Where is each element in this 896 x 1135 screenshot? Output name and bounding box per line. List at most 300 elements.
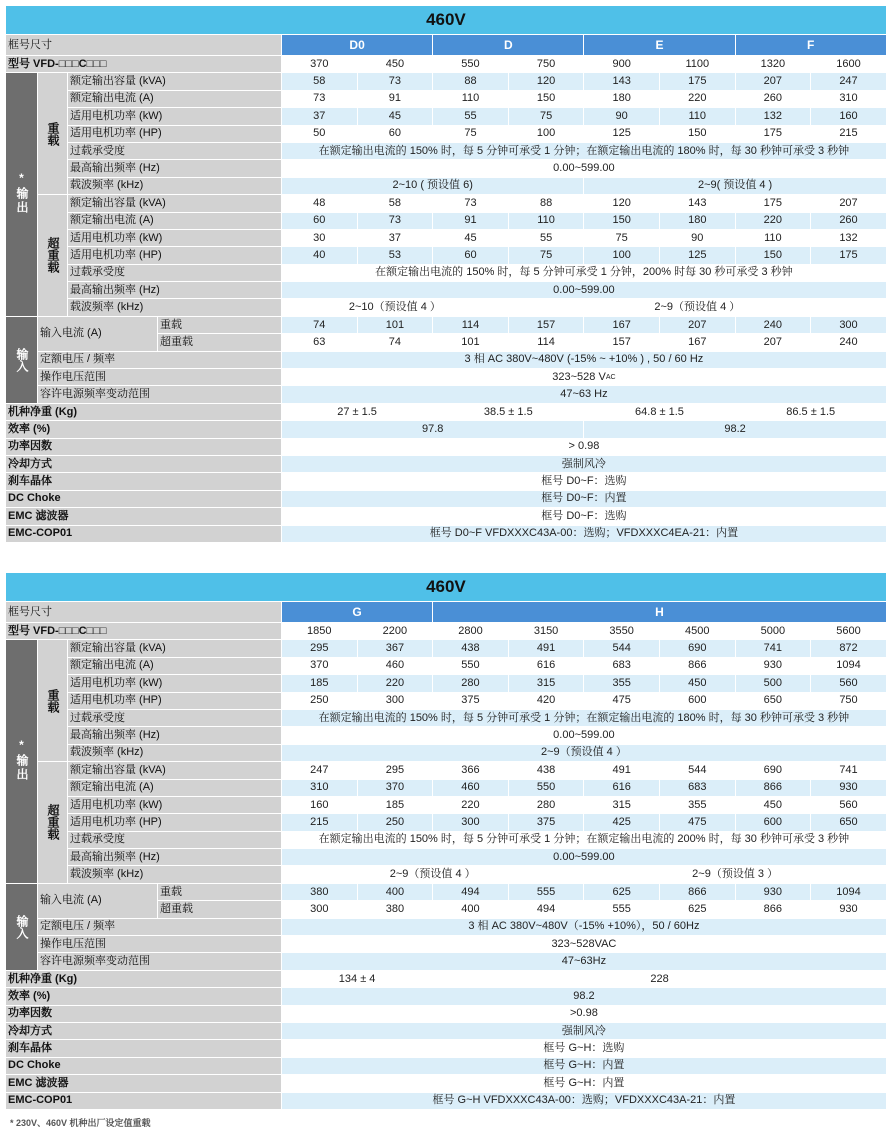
input-spec-text: 47~63Hz	[561, 955, 607, 968]
spec-value: 683	[659, 779, 735, 796]
spec-label: 额定输出电流 (A)	[68, 90, 282, 107]
spec-value: 91	[357, 90, 433, 107]
spec-value: 550	[508, 779, 584, 796]
spec-value: 475	[659, 814, 735, 831]
misc-label: DC Choke	[6, 1057, 282, 1074]
spec-value: 150	[584, 212, 660, 229]
spec-value: 2~10 ( 预设值 6)	[282, 177, 584, 194]
misc-value: > 0.98	[282, 438, 887, 455]
spec-value: 150	[735, 247, 811, 264]
model-value: 550	[433, 56, 509, 73]
spec-value: 450	[659, 675, 735, 692]
input-heavy-value: 101	[357, 316, 433, 333]
spec-value: 30	[282, 229, 358, 246]
input-spec-text: 3 相 AC 380V~480V (-15% ~ +10% ) , 50 / 60 Hz	[464, 353, 704, 366]
frame-header: E	[584, 35, 735, 56]
misc-value: 框号 D0~F：选购	[282, 508, 887, 525]
weight-value: 228	[433, 970, 887, 987]
model-value: 2800	[433, 623, 509, 640]
spec-value: 650	[735, 692, 811, 709]
footnote: * 230V、460V 机种出厂设定值重载	[10, 1118, 151, 1128]
spec-value: 150	[508, 90, 584, 107]
spec-value: 0.00~599.00	[282, 727, 887, 744]
spec-label: 载波频率 (kHz)	[68, 866, 282, 883]
spec-value: 110	[433, 90, 509, 107]
weight-value: 64.8 ± 1.5	[584, 403, 735, 420]
spec-value: 73	[357, 73, 433, 90]
spec-value: 370	[357, 779, 433, 796]
spec-value: 367	[357, 640, 433, 657]
input-super-value: 866	[735, 901, 811, 918]
spec-value: 88	[433, 73, 509, 90]
spec-value: 50	[282, 125, 358, 142]
spec-value: 45	[357, 108, 433, 125]
spec-label: 最高输出频率 (Hz)	[68, 727, 282, 744]
spec-value: 91	[433, 212, 509, 229]
spec-value: 120	[584, 195, 660, 212]
input-super-value: 207	[735, 334, 811, 351]
spec-value: 420	[508, 692, 584, 709]
model-value: 5600	[811, 623, 887, 640]
input-heavy-value: 380	[282, 883, 358, 900]
spec-value: 55	[433, 108, 509, 125]
input-super-value: 300	[282, 901, 358, 918]
spec-value: 60	[433, 247, 509, 264]
spec-label: 额定输出电流 (A)	[68, 212, 282, 229]
spec-value: 260	[735, 90, 811, 107]
spec-label: 额定输出电流 (A)	[68, 779, 282, 796]
efficiency-value: 98.2	[282, 988, 887, 1005]
spec-value: 88	[508, 195, 584, 212]
input-spec-value	[282, 953, 887, 970]
spec-value: 175	[735, 195, 811, 212]
misc-label: EMC 滤波器	[6, 508, 282, 525]
input-spec-value	[282, 369, 887, 386]
spec-label: 额定输出容量 (kVA)	[68, 73, 282, 90]
misc-label: 刹车晶体	[6, 1040, 282, 1057]
input-spec-text: 323~528VAC	[551, 937, 617, 950]
spec-label: 适用电机功率 (kW)	[68, 796, 282, 813]
spec-value: 247	[282, 762, 358, 779]
spec-value: 750	[811, 692, 887, 709]
spec-value: 450	[735, 796, 811, 813]
weight-value: 27 ± 1.5	[282, 403, 433, 420]
input-heavy-value: 74	[282, 316, 358, 333]
frame-size-label: 框号尺寸	[6, 602, 282, 623]
spec-value: 143	[584, 73, 660, 90]
super_heavy-group-label: 超重载	[38, 762, 68, 884]
spec-value: 247	[811, 73, 887, 90]
table-title: 460V	[6, 573, 887, 602]
spec-value: 544	[584, 640, 660, 657]
spec-value: 544	[659, 762, 735, 779]
input-spec-value	[282, 918, 887, 935]
spec-value: 220	[357, 675, 433, 692]
spec-value: 75	[433, 125, 509, 142]
spec-value: 100	[584, 247, 660, 264]
misc-label: 功率因数	[6, 1005, 282, 1022]
input-heavy-value: 625	[584, 883, 660, 900]
spec-value: 37	[282, 108, 358, 125]
misc-value: 强制风冷	[282, 455, 887, 472]
input-heavy-label: 重载	[158, 883, 282, 900]
output-section-label	[6, 73, 38, 316]
input-spec-text: 47~63 Hz	[560, 388, 608, 401]
misc-label: EMC-COP01	[6, 525, 282, 542]
spec-value: 75	[508, 247, 584, 264]
spec-value: 741	[811, 762, 887, 779]
model-value: 370	[282, 56, 358, 73]
spec-value: 0.00~599.00	[282, 282, 887, 299]
spec-value: 690	[659, 640, 735, 657]
spec-value: 110	[659, 108, 735, 125]
misc-value: 框号 G~H：选购	[282, 1040, 887, 1057]
input-heavy-value: 555	[508, 883, 584, 900]
spec-value: 366	[433, 762, 509, 779]
spec-label: 载波频率 (kHz)	[68, 744, 282, 761]
spec-label: 最高输出频率 (Hz)	[68, 849, 282, 866]
spec-value: 438	[508, 762, 584, 779]
spec-value: 55	[508, 229, 584, 246]
spec-value: 280	[433, 675, 509, 692]
input-super-value: 400	[433, 901, 509, 918]
input-super-label: 超重载	[158, 901, 282, 918]
table-title: 460V	[6, 6, 887, 35]
spec-value: 125	[659, 247, 735, 264]
spec-value: 110	[735, 229, 811, 246]
model-value: 1100	[659, 56, 735, 73]
input-current-label: 输入电流 (A)	[38, 883, 158, 918]
input-spec-label: 容许电源频率变动范围	[38, 953, 282, 970]
spec-value: 741	[735, 640, 811, 657]
spec-label: 过载承受度	[68, 831, 282, 848]
spec-value: 2~9（预设值 4 ）	[508, 299, 886, 316]
spec-label: 载波频率 (kHz)	[68, 177, 282, 194]
spec-value: 500	[735, 675, 811, 692]
frame-header: D	[433, 35, 584, 56]
spec-value: 930	[811, 779, 887, 796]
spec-value: 0.00~599.00	[282, 160, 887, 177]
spec-label: 适用电机功率 (HP)	[68, 814, 282, 831]
output-section-label	[6, 640, 38, 883]
spec-value: 616	[508, 657, 584, 674]
input-heavy-value: 494	[433, 883, 509, 900]
spec-value: 866	[735, 779, 811, 796]
spec-value: 560	[811, 796, 887, 813]
input-section-label: 输入	[6, 316, 38, 403]
spec-value: 73	[433, 195, 509, 212]
spec-value: 180	[659, 212, 735, 229]
misc-label: EMC-COP01	[6, 1092, 282, 1109]
spec-value: 160	[282, 796, 358, 813]
spec-value: 58	[282, 73, 358, 90]
input-spec-label: 定额电压 / 频率	[38, 918, 282, 935]
misc-value: 框号 G~H VFDXXXC43A-00：选购；VFDXXXC43A-21：内置	[282, 1092, 887, 1109]
spec-value: 207	[735, 73, 811, 90]
input-super-value: 380	[357, 901, 433, 918]
spec-value: 250	[282, 692, 358, 709]
weight-value: 86.5 ± 1.5	[735, 403, 886, 420]
spec-value: 310	[282, 779, 358, 796]
frame-header: H	[433, 602, 887, 623]
model-value: 3150	[508, 623, 584, 640]
input-heavy-value: 400	[357, 883, 433, 900]
spec-value: 45	[433, 229, 509, 246]
spec-value: 260	[811, 212, 887, 229]
input-spec-value	[282, 351, 887, 368]
spec-value: 425	[584, 814, 660, 831]
spec-value: 491	[584, 762, 660, 779]
input-heavy-label: 重载	[158, 316, 282, 333]
output-label: 输出	[15, 753, 29, 782]
spec-value: 160	[811, 108, 887, 125]
spec-value: 150	[659, 125, 735, 142]
spec-label: 额定输出容量 (kVA)	[68, 640, 282, 657]
spec-value: 616	[584, 779, 660, 796]
input-super-value: 240	[811, 334, 887, 351]
spec-value: 375	[508, 814, 584, 831]
misc-value: 强制风冷	[282, 1022, 887, 1039]
spec-value: 175	[735, 125, 811, 142]
spec-value: 310	[811, 90, 887, 107]
model-label: 型号 VFD-□□□C□□□	[6, 56, 282, 73]
spec-value: 75	[508, 108, 584, 125]
input-super-value: 167	[659, 334, 735, 351]
input-heavy-value: 1094	[811, 883, 887, 900]
spec-value: 175	[811, 247, 887, 264]
model-value: 900	[584, 56, 660, 73]
spec-label: 最高输出频率 (Hz)	[68, 160, 282, 177]
spec-label: 适用电机功率 (kW)	[68, 675, 282, 692]
output-label: 输出	[15, 186, 29, 215]
model-value: 450	[357, 56, 433, 73]
input-heavy-value: 300	[811, 316, 887, 333]
input-super-value: 625	[659, 901, 735, 918]
spec-value: 90	[659, 229, 735, 246]
input-section-label: 输入	[6, 883, 38, 970]
spec-value: 2~9（预设值 4 ）	[282, 744, 887, 761]
spec-value: 280	[508, 796, 584, 813]
spec-value: 1094	[811, 657, 887, 674]
input-spec-label: 容许电源频率变动范围	[38, 386, 282, 403]
spec-value: 370	[282, 657, 358, 674]
input-spec-label: 操作电压范围	[38, 369, 282, 386]
spec-value: 在额定输出电流的 150% 时，每 5 分钟可承受 1 分钟；在额定输出电流的 180% 时，每 30 秒钟可承受 3 秒钟	[282, 142, 887, 159]
spec-value: 75	[584, 229, 660, 246]
spec-value: 0.00~599.00	[282, 849, 887, 866]
weight-label: 机种净重 (Kg)	[6, 970, 282, 987]
spec-value: 650	[811, 814, 887, 831]
spec-value: 220	[433, 796, 509, 813]
spec-value: 866	[659, 657, 735, 674]
spec-value: 683	[584, 657, 660, 674]
spec-label: 适用电机功率 (kW)	[68, 108, 282, 125]
spec-value: 132	[811, 229, 887, 246]
input-heavy-value: 114	[433, 316, 509, 333]
spec-value: 250	[357, 814, 433, 831]
spec-value: 460	[433, 779, 509, 796]
weight-label: 机种净重 (Kg)	[6, 403, 282, 420]
spec-value: 475	[584, 692, 660, 709]
input-spec-label: 定额电压 / 频率	[38, 351, 282, 368]
input-super-label: 超重载	[158, 334, 282, 351]
model-value: 2200	[357, 623, 433, 640]
spec-value: 175	[659, 73, 735, 90]
spec-table-2	[5, 572, 887, 1110]
misc-label: 刹车晶体	[6, 473, 282, 490]
spec-value: 215	[282, 814, 358, 831]
spec-value: 460	[357, 657, 433, 674]
spec-label: 额定输出电流 (A)	[68, 657, 282, 674]
spec-label: 额定输出容量 (kVA)	[68, 762, 282, 779]
spec-value: 300	[433, 814, 509, 831]
spec-value: 60	[357, 125, 433, 142]
spec-value: 132	[735, 108, 811, 125]
heavy-group-label: 重载	[38, 73, 68, 195]
input-heavy-value: 930	[735, 883, 811, 900]
spec-label: 额定输出容量 (kVA)	[68, 195, 282, 212]
model-value: 3550	[584, 623, 660, 640]
spec-label: 适用电机功率 (kW)	[68, 229, 282, 246]
spec-value: 560	[811, 675, 887, 692]
spec-value: 143	[659, 195, 735, 212]
input-heavy-value: 240	[735, 316, 811, 333]
frame-header: F	[735, 35, 886, 56]
spec-value: 600	[659, 692, 735, 709]
input-super-value: 157	[584, 334, 660, 351]
spec-value: 37	[357, 229, 433, 246]
super_heavy-group-label: 超重载	[38, 195, 68, 317]
input-super-value: 63	[282, 334, 358, 351]
spec-value: 2~9（预设值 3 ）	[584, 866, 886, 883]
spec-value: 73	[357, 212, 433, 229]
spec-value: 300	[357, 692, 433, 709]
input-spec-label: 操作电压范围	[38, 936, 282, 953]
spec-value: 125	[584, 125, 660, 142]
spec-value: 220	[659, 90, 735, 107]
model-label: 型号 VFD-□□□C□□□	[6, 623, 282, 640]
input-super-value: 494	[508, 901, 584, 918]
spec-value: 295	[282, 640, 358, 657]
model-value: 5000	[735, 623, 811, 640]
spec-label: 适用电机功率 (HP)	[68, 692, 282, 709]
spec-value: 690	[735, 762, 811, 779]
spec-value: 2~9（预设值 4 ）	[282, 866, 584, 883]
input-spec-value	[282, 936, 887, 953]
weight-value: 134 ± 4	[282, 970, 433, 987]
misc-value: 框号 D0~F：内置	[282, 490, 887, 507]
spec-value: 2~9( 预设值 4 )	[584, 177, 886, 194]
spec-value: 180	[584, 90, 660, 107]
misc-value: 框号 D0~F：选购	[282, 473, 887, 490]
misc-label: 功率因数	[6, 438, 282, 455]
spec-value: 872	[811, 640, 887, 657]
model-value: 1850	[282, 623, 358, 640]
input-spec-value	[282, 386, 887, 403]
input-super-value: 74	[357, 334, 433, 351]
misc-value: 框号 G~H：内置	[282, 1075, 887, 1092]
efficiency-label: 效率 (%)	[6, 988, 282, 1005]
input-current-label: 输入电流 (A)	[38, 316, 158, 351]
misc-label: 冷却方式	[6, 455, 282, 472]
spec-value: 315	[508, 675, 584, 692]
input-heavy-value: 207	[659, 316, 735, 333]
input-spec-text: 3 相 AC 380V~480V（-15% +10%），50 / 60Hz	[468, 920, 700, 933]
spec-value: 58	[357, 195, 433, 212]
spec-value: 355	[584, 675, 660, 692]
misc-value: 框号 G~H：内置	[282, 1057, 887, 1074]
spec-table-1	[5, 5, 887, 543]
spec-label: 过载承受度	[68, 264, 282, 281]
input-super-value: 101	[433, 334, 509, 351]
frame-header: D0	[282, 35, 433, 56]
spec-value: 120	[508, 73, 584, 90]
misc-label: EMC 滤波器	[6, 1075, 282, 1092]
input-heavy-value: 866	[659, 883, 735, 900]
spec-value: 220	[735, 212, 811, 229]
input-heavy-value: 157	[508, 316, 584, 333]
spec-value: 在额定输出电流的 150% 时，每 5 分钟可承受 1 分钟；在额定输出电流的 180% 时，每 30 秒钟可承受 3 秒钟	[282, 709, 887, 726]
efficiency-value: 97.8	[282, 421, 584, 438]
spec-label: 过载承受度	[68, 142, 282, 159]
spec-value: 295	[357, 762, 433, 779]
output-star: *	[19, 170, 24, 185]
spec-label: 载波频率 (kHz)	[68, 299, 282, 316]
spec-label: 过载承受度	[68, 709, 282, 726]
spec-value: 185	[357, 796, 433, 813]
misc-value: 框号 D0~F VFDXXXC43A-00：选购；VFDXXXC4EA-21：内置	[282, 525, 887, 542]
weight-value: 38.5 ± 1.5	[433, 403, 584, 420]
misc-value: >0.98	[282, 1005, 887, 1022]
spec-value: 90	[584, 108, 660, 125]
spec-value: 215	[811, 125, 887, 142]
spec-label: 最高输出频率 (Hz)	[68, 282, 282, 299]
heavy-group-label: 重载	[38, 640, 68, 762]
spec-value: 355	[659, 796, 735, 813]
spec-value: 40	[282, 247, 358, 264]
spec-value: 315	[584, 796, 660, 813]
spec-value: 930	[735, 657, 811, 674]
output-star: *	[19, 737, 24, 752]
spec-label: 适用电机功率 (HP)	[68, 125, 282, 142]
input-spec-unit: AC	[605, 373, 616, 381]
spec-value: 60	[282, 212, 358, 229]
input-super-value: 555	[584, 901, 660, 918]
input-super-value: 930	[811, 901, 887, 918]
spec-value: 491	[508, 640, 584, 657]
misc-label: DC Choke	[6, 490, 282, 507]
spec-value: 2~10（预设值 4 ）	[282, 299, 509, 316]
spec-value: 53	[357, 247, 433, 264]
spec-label: 适用电机功率 (HP)	[68, 247, 282, 264]
misc-label: 冷却方式	[6, 1022, 282, 1039]
spec-value: 207	[811, 195, 887, 212]
efficiency-value: 98.2	[584, 421, 886, 438]
spec-value: 73	[282, 90, 358, 107]
model-value: 1320	[735, 56, 811, 73]
spec-value: 600	[735, 814, 811, 831]
efficiency-label: 效率 (%)	[6, 421, 282, 438]
spec-value: 438	[433, 640, 509, 657]
spec-value: 550	[433, 657, 509, 674]
input-spec-text: 323~528 V	[552, 370, 606, 383]
spec-value: 185	[282, 675, 358, 692]
spec-value: 375	[433, 692, 509, 709]
spec-value: 110	[508, 212, 584, 229]
frame-header: G	[282, 602, 433, 623]
model-value: 1600	[811, 56, 887, 73]
input-super-value: 114	[508, 334, 584, 351]
